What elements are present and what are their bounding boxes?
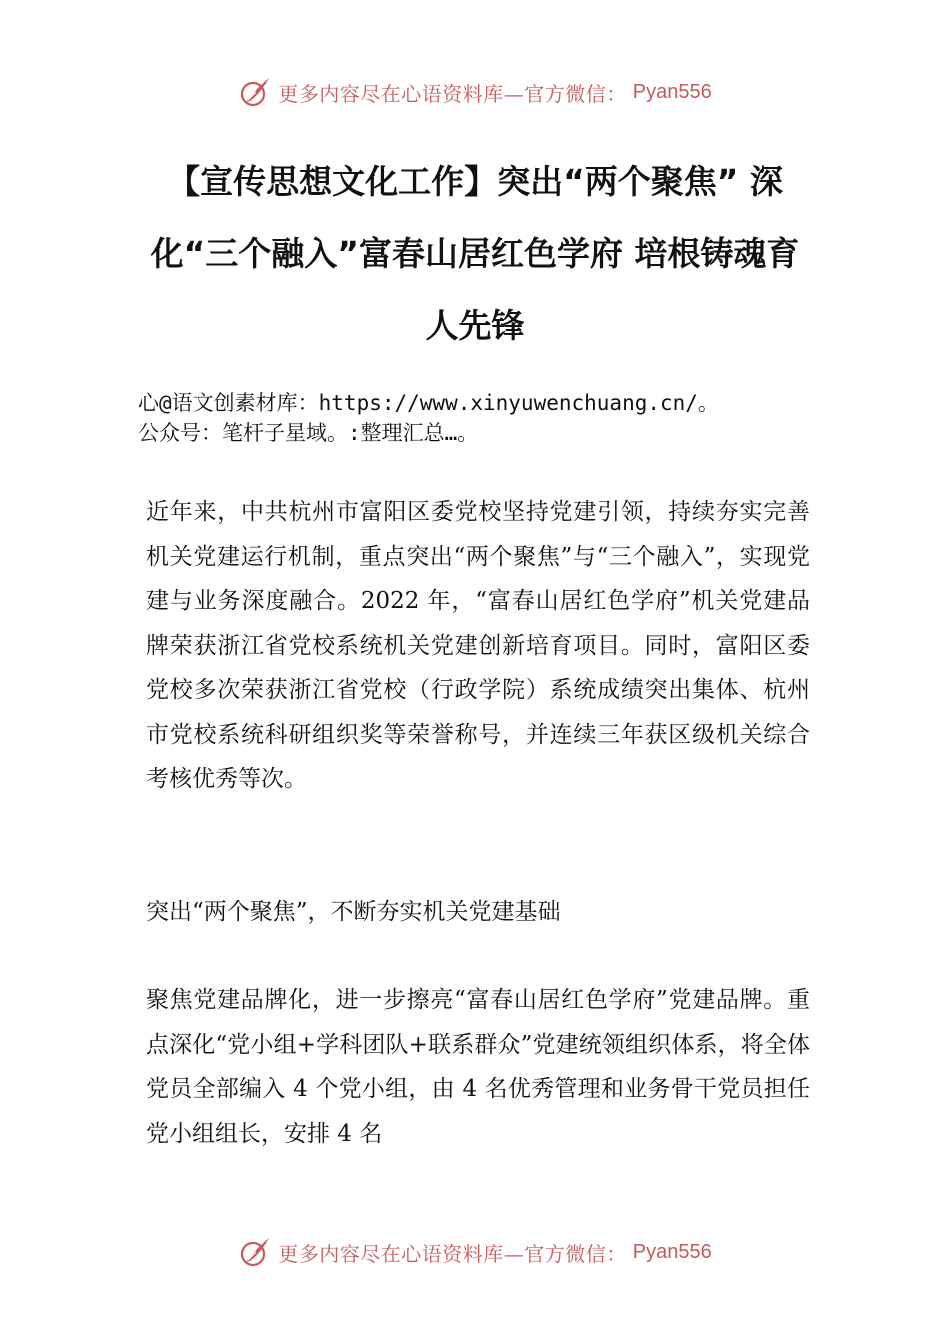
document-title: 【宣传思想文化工作】突出“两个聚焦” 深化“三个融入”富春山居红色学府 培根铸魂育人先锋: [150, 162, 800, 345]
banner-wechat-id: Pyan556: [632, 80, 712, 103]
section-heading: 突出“两个聚焦”，不断夯实机关党建基础: [146, 899, 561, 925]
source-line-account: 公众号：笔杆子星域。:整理汇总…。: [138, 421, 479, 445]
quill-logo-icon: [238, 75, 272, 109]
banner-wechat-id: Pyan556: [632, 1240, 712, 1263]
banner-text: 更多内容尽在心语资料库—官方微信：: [278, 81, 627, 106]
paragraph-brand: 聚焦党建品牌化，进一步擦亮“富春山居红色学府”党建品牌。重点深化“党小组+学科团队+联系群众”党建统领组织体系，将全体党员全部编入 4 个党小组，由 4 名优秀管理和业务骨干党员担任党小组组长，安排 4 名: [146, 987, 810, 1147]
banner-text: 更多内容尽在心语资料库—官方微信：: [278, 1241, 627, 1266]
paragraph-intro: 近年来，中共杭州市富阳区委党校坚持党建引领，持续夯实完善机关党建运行机制，重点突出“两个聚焦”与“三个融入”，实现党建与业务深度融合。2022 年，“富春山居红色学府”机关党建品牌荣获浙江省党校系统机关党建创新培育项目。同时，富阳区委党校多次荣获浙江省党校（行政学院）系统成绩突出集体、杭州市党校系统科研组织奖等荣誉称号，并连续三年获区级机关综合考核优秀等次。: [146, 499, 810, 792]
source-line-website: 心@语文创素材库：https://www.xinyuwenchuang.cn/。: [138, 391, 719, 415]
header-banner: [0, 72, 950, 112]
footer-banner: [0, 1232, 950, 1272]
quill-logo-icon: [238, 1235, 272, 1269]
source-note: [138, 388, 828, 448]
